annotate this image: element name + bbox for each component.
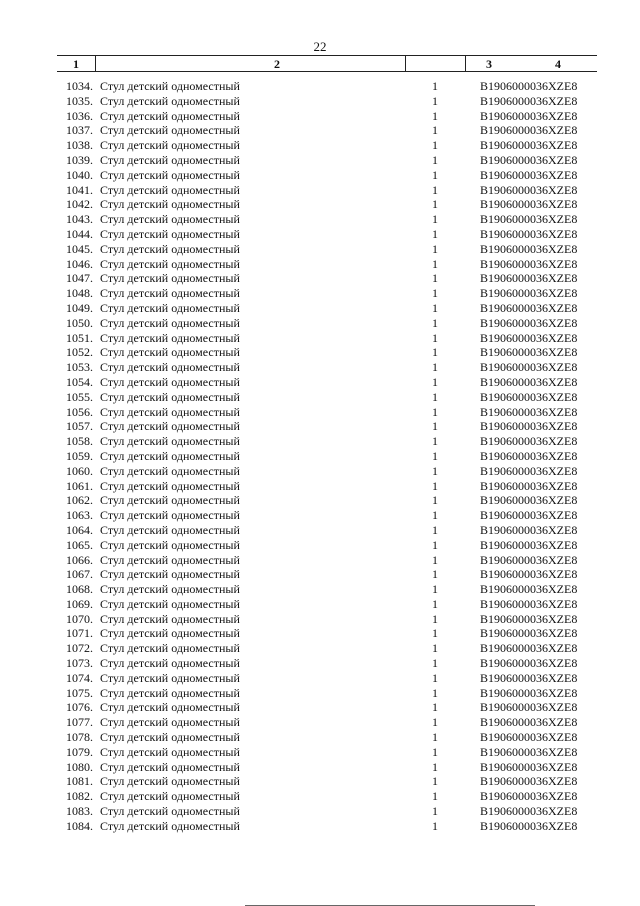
table-row [0, 464, 640, 479]
item-name: Стул детский одноместный [100, 582, 240, 597]
table-row [0, 553, 640, 568]
row-number: 1064. [66, 522, 93, 537]
item-code: B1906000036XZE8 [480, 552, 578, 567]
item-name: Стул детский одноместный [100, 197, 240, 212]
item-quantity: 1 [432, 345, 438, 360]
item-code: B1906000036XZE8 [480, 582, 578, 597]
row-number: 1056. [66, 404, 93, 419]
table-row [0, 523, 640, 538]
item-code: B1906000036XZE8 [480, 508, 578, 523]
item-name: Стул детский одноместный [100, 256, 240, 271]
table-row [0, 434, 640, 449]
row-number: 1075. [66, 685, 93, 700]
item-name: Стул детский одноместный [100, 448, 240, 463]
item-quantity: 1 [432, 700, 438, 715]
item-code: B1906000036XZE8 [480, 152, 578, 167]
item-name: Стул детский одноместный [100, 552, 240, 567]
item-quantity: 1 [432, 404, 438, 419]
item-name: Стул детский одноместный [100, 537, 240, 552]
item-quantity: 1 [432, 315, 438, 330]
item-name: Стул детский одноместный [100, 774, 240, 789]
item-code: B1906000036XZE8 [480, 360, 578, 375]
item-name: Стул детский одноместный [100, 330, 240, 345]
item-quantity: 1 [432, 197, 438, 212]
column-divider [465, 56, 466, 72]
item-code: B1906000036XZE8 [480, 641, 578, 656]
table-row [0, 375, 640, 390]
item-code: B1906000036XZE8 [480, 448, 578, 463]
row-number: 1060. [66, 463, 93, 478]
item-code: B1906000036XZE8 [480, 241, 578, 256]
table-row [0, 715, 640, 730]
item-name: Стул детский одноместный [100, 315, 240, 330]
column-header-3: 3 [486, 57, 492, 71]
item-code: B1906000036XZE8 [480, 493, 578, 508]
table-body [0, 79, 640, 834]
item-quantity: 1 [432, 374, 438, 389]
item-code: B1906000036XZE8 [480, 730, 578, 745]
item-name: Стул детский одноместный [100, 685, 240, 700]
item-name: Стул детский одноместный [100, 567, 240, 582]
row-number: 1037. [66, 123, 93, 138]
item-name: Стул детский одноместный [100, 804, 240, 819]
item-name: Стул детский одноместный [100, 626, 240, 641]
item-name: Стул детский одноместный [100, 167, 240, 182]
table-row [0, 671, 640, 686]
item-code: B1906000036XZE8 [480, 167, 578, 182]
item-code: B1906000036XZE8 [480, 404, 578, 419]
row-number: 1043. [66, 212, 93, 227]
row-number: 1082. [66, 789, 93, 804]
row-number: 1062. [66, 493, 93, 508]
table-row [0, 789, 640, 804]
row-number: 1061. [66, 478, 93, 493]
table-row [0, 449, 640, 464]
table-row [0, 123, 640, 138]
item-name: Стул детский одноместный [100, 656, 240, 671]
item-code: B1906000036XZE8 [480, 670, 578, 685]
item-name: Стул детский одноместный [100, 374, 240, 389]
row-number: 1035. [66, 93, 93, 108]
item-code: B1906000036XZE8 [480, 567, 578, 582]
row-number: 1068. [66, 582, 93, 597]
table-row [0, 197, 640, 212]
item-quantity: 1 [432, 493, 438, 508]
item-code: B1906000036XZE8 [480, 537, 578, 552]
item-name: Стул детский одноместный [100, 108, 240, 123]
table-row [0, 286, 640, 301]
item-name: Стул детский одноместный [100, 389, 240, 404]
row-number: 1038. [66, 138, 93, 153]
item-name: Стул детский одноместный [100, 463, 240, 478]
item-code: B1906000036XZE8 [480, 774, 578, 789]
item-quantity: 1 [432, 596, 438, 611]
table-row [0, 183, 640, 198]
table-row [0, 745, 640, 760]
item-name: Стул детский одноместный [100, 93, 240, 108]
item-quantity: 1 [432, 641, 438, 656]
table-row [0, 567, 640, 582]
column-divider [95, 56, 96, 72]
row-number: 1036. [66, 108, 93, 123]
row-number: 1080. [66, 759, 93, 774]
row-number: 1059. [66, 448, 93, 463]
item-quantity: 1 [432, 818, 438, 833]
item-quantity: 1 [432, 626, 438, 641]
item-quantity: 1 [432, 789, 438, 804]
item-code: B1906000036XZE8 [480, 212, 578, 227]
item-quantity: 1 [432, 79, 438, 93]
item-name: Стул детский одноместный [100, 360, 240, 375]
item-code: B1906000036XZE8 [480, 345, 578, 360]
item-name: Стул детский одноместный [100, 611, 240, 626]
row-number: 1063. [66, 508, 93, 523]
item-code: B1906000036XZE8 [480, 123, 578, 138]
table-row [0, 212, 640, 227]
row-number: 1040. [66, 167, 93, 182]
item-name: Стул детский одноместный [100, 226, 240, 241]
item-code: B1906000036XZE8 [480, 478, 578, 493]
item-name: Стул детский одноместный [100, 152, 240, 167]
row-number: 1041. [66, 182, 93, 197]
item-name: Стул детский одноместный [100, 345, 240, 360]
table-row [0, 316, 640, 331]
table-row [0, 626, 640, 641]
item-name: Стул детский одноместный [100, 138, 240, 153]
row-number: 1078. [66, 730, 93, 745]
item-quantity: 1 [432, 478, 438, 493]
table-row [0, 479, 640, 494]
item-quantity: 1 [432, 611, 438, 626]
table-row [0, 153, 640, 168]
item-name: Стул детский одноместный [100, 271, 240, 286]
item-name: Стул детский одноместный [100, 300, 240, 315]
row-number: 1058. [66, 434, 93, 449]
item-quantity: 1 [432, 759, 438, 774]
item-code: B1906000036XZE8 [480, 434, 578, 449]
item-name: Стул детский одноместный [100, 212, 240, 227]
item-code: B1906000036XZE8 [480, 463, 578, 478]
item-code: B1906000036XZE8 [480, 789, 578, 804]
item-name: Стул детский одноместный [100, 744, 240, 759]
item-quantity: 1 [432, 389, 438, 404]
row-number: 1047. [66, 271, 93, 286]
table-row [0, 819, 640, 834]
item-quantity: 1 [432, 508, 438, 523]
item-code: B1906000036XZE8 [480, 300, 578, 315]
table-row [0, 686, 640, 701]
item-code: B1906000036XZE8 [480, 197, 578, 212]
item-code: B1906000036XZE8 [480, 611, 578, 626]
item-quantity: 1 [432, 241, 438, 256]
row-number: 1048. [66, 286, 93, 301]
item-quantity: 1 [432, 271, 438, 286]
table-row [0, 582, 640, 597]
item-name: Стул детский одноместный [100, 730, 240, 745]
row-number: 1042. [66, 197, 93, 212]
row-number: 1067. [66, 567, 93, 582]
item-quantity: 1 [432, 286, 438, 301]
item-name: Стул детский одноместный [100, 818, 240, 833]
table-row [0, 242, 640, 257]
item-name: Стул детский одноместный [100, 508, 240, 523]
row-number: 1039. [66, 152, 93, 167]
row-number: 1055. [66, 389, 93, 404]
item-name: Стул детский одноместный [100, 641, 240, 656]
column-header-1: 1 [73, 57, 79, 71]
row-number: 1076. [66, 700, 93, 715]
item-code: B1906000036XZE8 [480, 685, 578, 700]
item-quantity: 1 [432, 300, 438, 315]
table-header [57, 56, 597, 72]
table-row [0, 331, 640, 346]
item-quantity: 1 [432, 552, 438, 567]
item-code: B1906000036XZE8 [480, 256, 578, 271]
item-quantity: 1 [432, 434, 438, 449]
item-code: B1906000036XZE8 [480, 138, 578, 153]
item-name: Стул детский одноместный [100, 700, 240, 715]
row-number: 1065. [66, 537, 93, 552]
row-number: 1049. [66, 300, 93, 315]
row-number: 1081. [66, 774, 93, 789]
item-quantity: 1 [432, 730, 438, 745]
item-name: Стул детский одноместный [100, 241, 240, 256]
item-name: Стул детский одноместный [100, 522, 240, 537]
row-number: 1057. [66, 419, 93, 434]
item-quantity: 1 [432, 226, 438, 241]
table-row [0, 257, 640, 272]
item-quantity: 1 [432, 656, 438, 671]
row-number: 1050. [66, 315, 93, 330]
item-code: B1906000036XZE8 [480, 656, 578, 671]
item-quantity: 1 [432, 256, 438, 271]
item-name: Стул детский одноместный [100, 789, 240, 804]
item-code: B1906000036XZE8 [480, 389, 578, 404]
item-quantity: 1 [432, 715, 438, 730]
table-row [0, 730, 640, 745]
item-code: B1906000036XZE8 [480, 419, 578, 434]
item-quantity: 1 [432, 108, 438, 123]
column-header-4: 4 [555, 57, 561, 71]
table-row [0, 419, 640, 434]
table-row [0, 612, 640, 627]
item-quantity: 1 [432, 167, 438, 182]
row-number: 1083. [66, 804, 93, 819]
row-number: 1052. [66, 345, 93, 360]
item-code: B1906000036XZE8 [480, 330, 578, 345]
item-quantity: 1 [432, 685, 438, 700]
row-number: 1077. [66, 715, 93, 730]
page-number: 22 [313, 39, 327, 54]
row-number: 1070. [66, 611, 93, 626]
item-quantity: 1 [432, 93, 438, 108]
item-quantity: 1 [432, 774, 438, 789]
table-row [0, 301, 640, 316]
table-row [0, 700, 640, 715]
item-quantity: 1 [432, 804, 438, 819]
row-number: 1051. [66, 330, 93, 345]
item-name: Стул детский одноместный [100, 434, 240, 449]
item-quantity: 1 [432, 330, 438, 345]
item-code: B1906000036XZE8 [480, 700, 578, 715]
item-name: Стул детский одноместный [100, 670, 240, 685]
item-code: B1906000036XZE8 [480, 315, 578, 330]
table-row [0, 390, 640, 405]
table-row [0, 109, 640, 124]
item-quantity: 1 [432, 152, 438, 167]
item-code: B1906000036XZE8 [480, 79, 578, 93]
item-quantity: 1 [432, 419, 438, 434]
item-code: B1906000036XZE8 [480, 286, 578, 301]
item-code: B1906000036XZE8 [480, 744, 578, 759]
table-row [0, 271, 640, 286]
item-quantity: 1 [432, 463, 438, 478]
item-quantity: 1 [432, 582, 438, 597]
row-number: 1084. [66, 818, 93, 833]
item-name: Стул детский одноместный [100, 715, 240, 730]
item-quantity: 1 [432, 123, 438, 138]
item-quantity: 1 [432, 537, 438, 552]
table-row [0, 345, 640, 360]
item-quantity: 1 [432, 360, 438, 375]
item-code: B1906000036XZE8 [480, 226, 578, 241]
table-row [0, 405, 640, 420]
table-row [0, 760, 640, 775]
table-row [0, 360, 640, 375]
item-code: B1906000036XZE8 [480, 626, 578, 641]
item-name: Стул детский одноместный [100, 493, 240, 508]
item-code: B1906000036XZE8 [480, 93, 578, 108]
item-name: Стул детский одноместный [100, 286, 240, 301]
item-name: Стул детский одноместный [100, 596, 240, 611]
item-code: B1906000036XZE8 [480, 182, 578, 197]
table-row [0, 774, 640, 789]
column-divider [405, 56, 406, 72]
item-quantity: 1 [432, 522, 438, 537]
item-code: B1906000036XZE8 [480, 108, 578, 123]
item-code: B1906000036XZE8 [480, 818, 578, 833]
item-code: B1906000036XZE8 [480, 271, 578, 286]
item-code: B1906000036XZE8 [480, 804, 578, 819]
row-number: 1074. [66, 670, 93, 685]
item-quantity: 1 [432, 567, 438, 582]
row-number: 1069. [66, 596, 93, 611]
item-name: Стул детский одноместный [100, 79, 240, 93]
item-quantity: 1 [432, 138, 438, 153]
row-number: 1044. [66, 226, 93, 241]
row-number: 1034. [66, 79, 93, 93]
table-row [0, 538, 640, 553]
item-code: B1906000036XZE8 [480, 759, 578, 774]
item-code: B1906000036XZE8 [480, 715, 578, 730]
item-name: Стул детский одноместный [100, 419, 240, 434]
row-number: 1054. [66, 374, 93, 389]
row-number: 1073. [66, 656, 93, 671]
row-number: 1045. [66, 241, 93, 256]
table-row [0, 493, 640, 508]
item-name: Стул детский одноместный [100, 478, 240, 493]
row-number: 1066. [66, 552, 93, 567]
row-number: 1046. [66, 256, 93, 271]
column-header-2: 2 [274, 57, 280, 71]
item-code: B1906000036XZE8 [480, 596, 578, 611]
item-name: Стул детский одноместный [100, 759, 240, 774]
item-quantity: 1 [432, 212, 438, 227]
table-row [0, 508, 640, 523]
item-quantity: 1 [432, 448, 438, 463]
item-quantity: 1 [432, 744, 438, 759]
table-row [0, 641, 640, 656]
row-number: 1072. [66, 641, 93, 656]
row-number: 1053. [66, 360, 93, 375]
table-row [0, 227, 640, 242]
item-quantity: 1 [432, 670, 438, 685]
row-number: 1071. [66, 626, 93, 641]
item-quantity: 1 [432, 182, 438, 197]
table-row [0, 656, 640, 671]
table-row [0, 597, 640, 612]
item-code: B1906000036XZE8 [480, 374, 578, 389]
item-name: Стул детский одноместный [100, 182, 240, 197]
item-name: Стул детский одноместный [100, 404, 240, 419]
item-code: B1906000036XZE8 [480, 522, 578, 537]
table-row [0, 138, 640, 153]
table-row [0, 94, 640, 109]
row-number: 1079. [66, 744, 93, 759]
item-name: Стул детский одноместный [100, 123, 240, 138]
table-row [0, 804, 640, 819]
table-row [0, 168, 640, 183]
table-row [0, 79, 640, 94]
